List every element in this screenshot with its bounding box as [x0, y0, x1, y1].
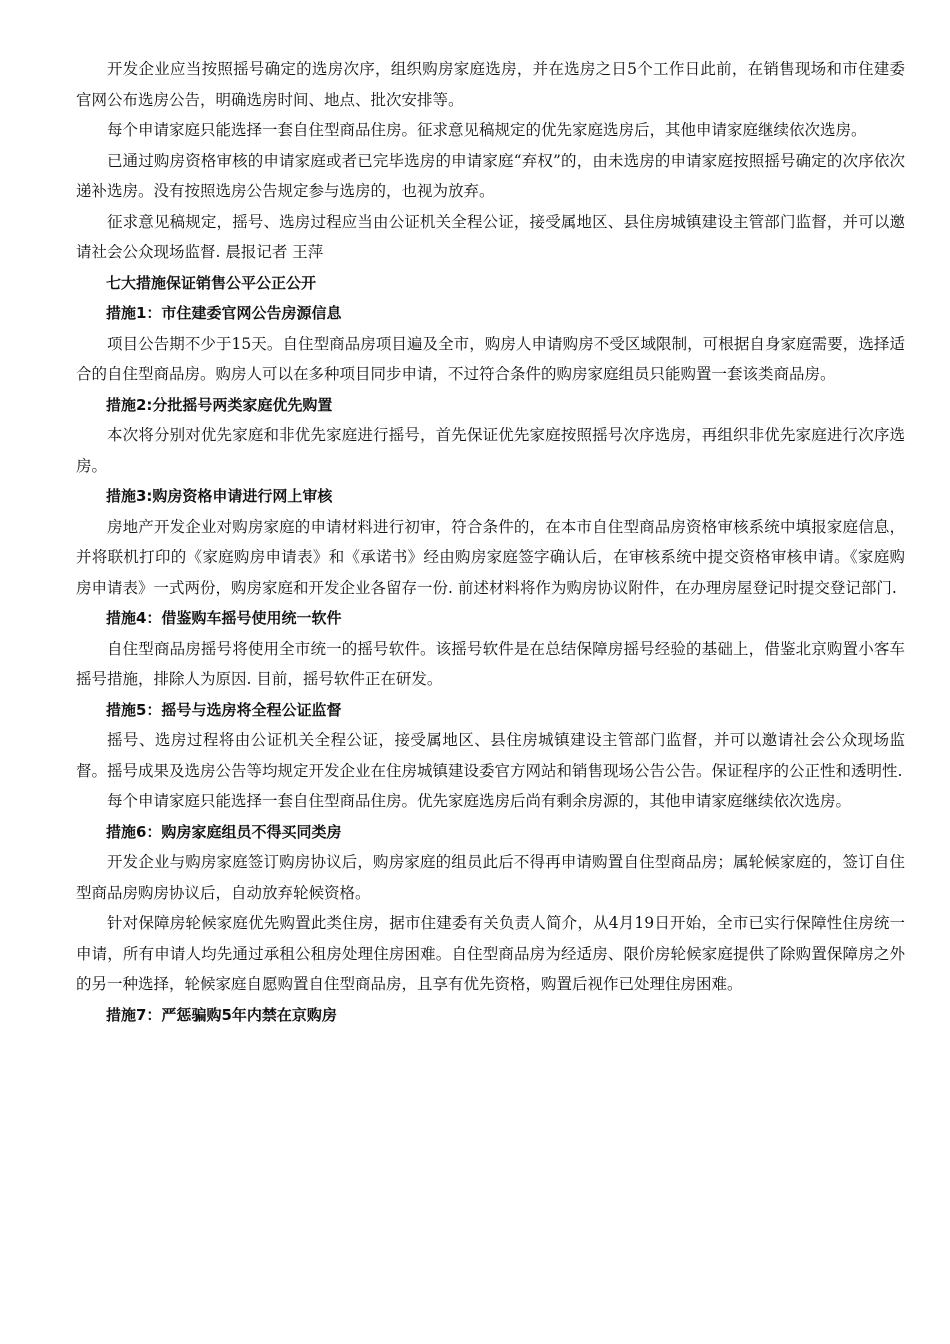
- measure-5-heading: 措施5：摇号与选房将全程公证监督: [106, 700, 342, 719]
- paragraph-selection-order: 开发企业应当按照摇号确定的选房次序，组织购房家庭选房，并在选房之日5个工作日此前，在销售现场和市住建委官网公布选房公告，明确选房时间、地点、批次安排等。: [76, 60, 905, 109]
- paragraph-one-unit-limit: 每个申请家庭只能选择一套自住型商品住房。征求意见稿规定的优先家庭选房后，其他申请家庭继续依次选房。: [107, 121, 867, 139]
- section-heading-seven-measures: 七大措施保证销售公平公正公开: [106, 273, 317, 292]
- measure-5-body: 摇号、选房过程将由公证机关全程公证，接受属地区、县住房城镇建设主管部门监督，并可以邀请社会公众现场监督。摇号成果及选房公告等均规定开发企业在住房城镇建设委官方网站和销售现场公告公告。保证程序的公正性和透明性.: [76, 731, 905, 780]
- measure-5-body-continued: 每个申请家庭只能选择一套自住型商品住房。优先家庭选房后尚有剩余房源的，其他申请家庭继续依次选房。: [107, 792, 852, 810]
- measure-1-body: 项目公告期不少于15天。自住型商品房项目遍及全市，购房人申请购房不受区域限制，可根据自身家庭需要，选择适合的自住型商品房。购房人可以在多种项目同步申请，不过符合条件的购房家庭组员只能购置一套该类商品房。: [76, 334, 905, 383]
- measure-4-heading: 措施4：借鉴购车摇号使用统一软件: [106, 609, 342, 627]
- measure-3-body: 房地产开发企业对购房家庭的申请材料进行初审，符合条件的，在本市自住型商品房资格审核系统中填报家庭信息，并将联机打印的《家庭购房申请表》和《承诺书》经由购房家庭签字确认后，在审核系统中提交资格审核申请。《家庭购房申请表》一式两份，购房家庭和开发企业各留存一份. 前述材料将作为购房协议附件，在办理房屋登记时提交登记部门.: [76, 517, 905, 597]
- measure-6-body-continued: 针对保障房轮候家庭优先购置此类住房，据市住建委有关负责人简介，从4月19日开始，全市已实行保障性住房统一申请，所有申请人均先通过承租公租房处理住房困难。自住型商品房为经适房、限价房轮候家庭提供了除购置保障房之外的另一种选择，轮候家庭自愿购置自住型商品房，且享有优先资格，购置后视作已处理住房困难。: [76, 914, 905, 993]
- measure-1-heading: 措施1：市住建委官网公告房源信息: [106, 304, 342, 322]
- paragraph-waiver-substitution: 已通过购房资格审核的申请家庭或者已完毕选房的申请家庭“弃权”的，由未选房的申请家庭按照摇号确定的次序依次递补选房。没有按照选房公告规定参与选房的，也视为放弃。: [76, 151, 905, 200]
- measure-6-body: 开发企业与购房家庭签订购房协议后，购房家庭的组员此后不得再申请购置自住型商品房；属轮候家庭的，签订自住型商品房购房协议后，自动放弃轮候资格。: [76, 853, 905, 902]
- paragraph-notary-supervision: 征求意见稿规定，摇号、选房过程应当由公证机关全程公证，接受属地区、县住房城镇建设主管部门监督，并可以邀请社会公众现场监督. 晨报记者 王萍: [76, 212, 905, 261]
- measure-7-heading: 措施7：严惩骗购5年内禁在京购房: [106, 1005, 337, 1024]
- measure-3-heading: 措施3:购房资格申请进行网上审核: [106, 487, 333, 505]
- measure-6-heading: 措施6：购房家庭组员不得买同类房: [106, 822, 342, 841]
- measure-2-heading: 措施2:分批摇号两类家庭优先购置: [106, 395, 333, 414]
- measure-2-body: 本次将分别对优先家庭和非优先家庭进行摇号，首先保证优先家庭按照摇号次序选房，再组织非优先家庭进行次序选房。: [76, 426, 905, 475]
- measure-4-body: 自住型商品房摇号将使用全市统一的摇号软件。该摇号软件是在总结保障房摇号经验的基础上，借鉴北京购置小客车摇号措施，排除人为原因. 目前，摇号软件正在研发。: [76, 639, 905, 688]
